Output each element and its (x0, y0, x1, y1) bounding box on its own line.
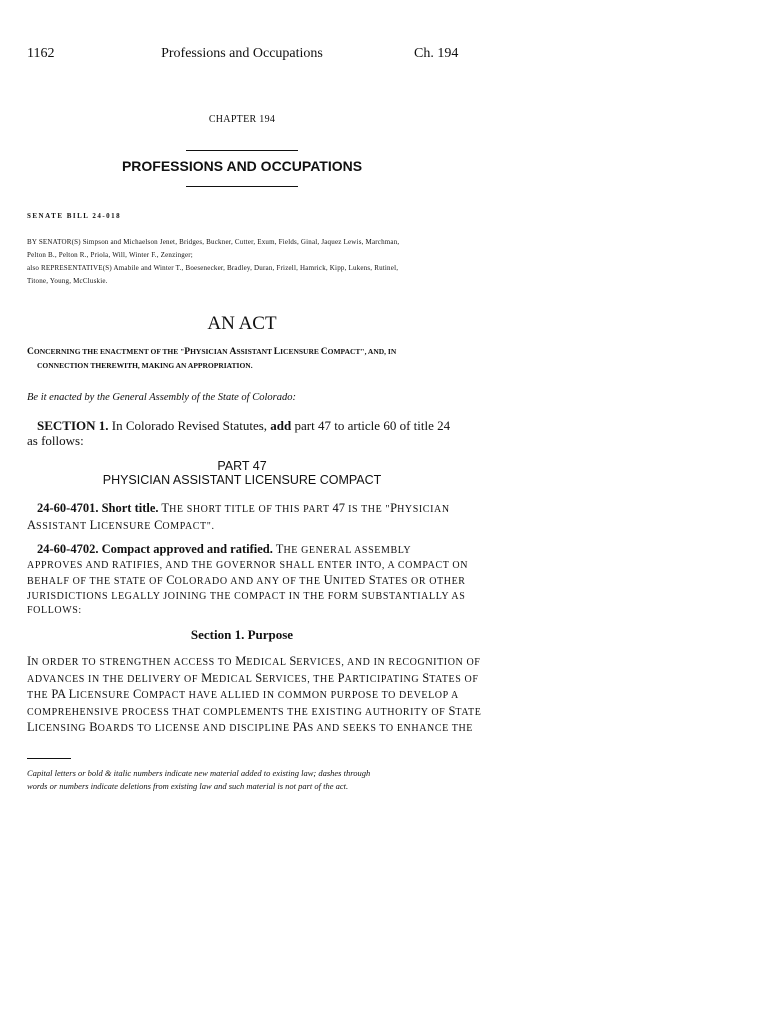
part-title: PHYSICIAN ASSISTANT LICENSURE COMPACT (102, 473, 382, 487)
chapter-reference: Ch. 194 (414, 46, 459, 61)
chapter-title: PROFESSIONS AND OCCUPATIONS (121, 158, 363, 174)
footnote (27, 767, 467, 792)
para-line: COMPREHENSIVE PROCESS THAT COMPLEMENTS THE EXISTING AUTHORITY OF STATE (27, 703, 482, 718)
part-heading (0, 459, 484, 487)
sponsors-line: also REPRESENTATIVE(S) Amabile and Winter T., Boesenecker, Bradley, Duran, Frizell, Hamrick, Kipp, Lukens, Rutinel, (27, 264, 399, 272)
sponsors-line: BY SENATOR(S) Simpson and Michaelson Jenet, Bridges, Buckner, Cutter, Exum, Fields, Ginal, Jaquez Lewis, Marchman, (27, 238, 400, 246)
compact-section-heading: Section 1. Purpose (190, 627, 294, 642)
section-24-60-4701 (27, 501, 459, 534)
purpose-paragraph (27, 654, 482, 737)
title-rule-top (186, 150, 298, 151)
para-line: LICENSING BOARDS TO LICENSE AND DISCIPLINE PAS AND SEEKS TO ENHANCE THE (27, 720, 473, 734)
concerning-clause (27, 345, 459, 372)
enacting-clause: Be it enacted by the General Assembly of the State of Colorado: (27, 392, 296, 403)
section-1 (27, 418, 459, 448)
section-1-label: SECTION 1. (37, 418, 109, 433)
para-line: IN ORDER TO STRENGTHEN ACCESS TO MEDICAL SERVICES, AND IN RECOGNITION OF (27, 654, 481, 668)
para-line: ASSISTANT LICENSURE COMPACT". (27, 517, 215, 532)
running-title: Professions and Occupations (161, 46, 323, 61)
para-line: 24-60-4701. Short title. THE SHORT TITLE OF THIS PART 47 IS THE "PHYSICIAN (37, 501, 450, 515)
para-line: BEHALF OF THE STATE OF COLORADO AND ANY OF THE UNITED STATES OR OTHER (27, 573, 466, 587)
para-line: THE PA LICENSURE COMPACT HAVE ALLIED IN COMMON PURPOSE TO DEVELOP A (27, 687, 459, 701)
para-line: FOLLOWS: (27, 605, 82, 616)
page-number: 1162 (27, 46, 55, 61)
sponsors-line: Titone, Young, McCluskie. (27, 277, 108, 285)
footnote-rule (27, 758, 71, 759)
sponsors-line: Pelton B., Pelton R., Priola, Will, Winter F., Zenzinger; (27, 251, 193, 259)
bill-label: SENATE BILL 24-018 (27, 212, 122, 220)
part-number: PART 47 (217, 459, 267, 473)
concerning-line-2: CONNECTION THEREWITH, MAKING AN APPROPRIATION. (37, 361, 253, 370)
act-title: AN ACT (207, 313, 277, 334)
section-24-60-4702 (27, 542, 469, 619)
chapter-label: CHAPTER 194 (208, 114, 276, 125)
section-1-line-2: as follows: (27, 433, 84, 448)
footnote-line: words or numbers indicate deletions from existing law and such material is not part of the act. (27, 780, 349, 791)
para-line: ADVANCES IN THE DELIVERY OF MEDICAL SERVICES, THE PARTICIPATING STATES OF (27, 670, 479, 685)
title-rule-bottom (186, 186, 298, 187)
sponsors-block (27, 236, 467, 288)
para-line: APPROVES AND RATIFIES, AND THE GOVERNOR SHALL ENTER INTO, A COMPACT ON (27, 559, 469, 571)
footnote-line: Capital letters or bold & italic numbers indicate new material added to existing law; dashes through (27, 768, 371, 778)
para-line: JURISDICTIONS LEGALLY JOINING THE COMPACT IN THE FORM SUBSTANTIALLY AS (27, 590, 466, 602)
concerning-line-1: CONCERNING THE ENACTMENT OF THE "PHYSICIAN ASSISTANT LICENSURE COMPACT", AND, IN (27, 347, 397, 357)
section-1-line-1: SECTION 1. In Colorado Revised Statutes, add part 47 to article 60 of title 24 (37, 418, 451, 433)
add-keyword: add (270, 418, 292, 433)
para-line: 24-60-4702. Compact approved and ratified. THE GENERAL ASSEMBLY (37, 542, 412, 556)
